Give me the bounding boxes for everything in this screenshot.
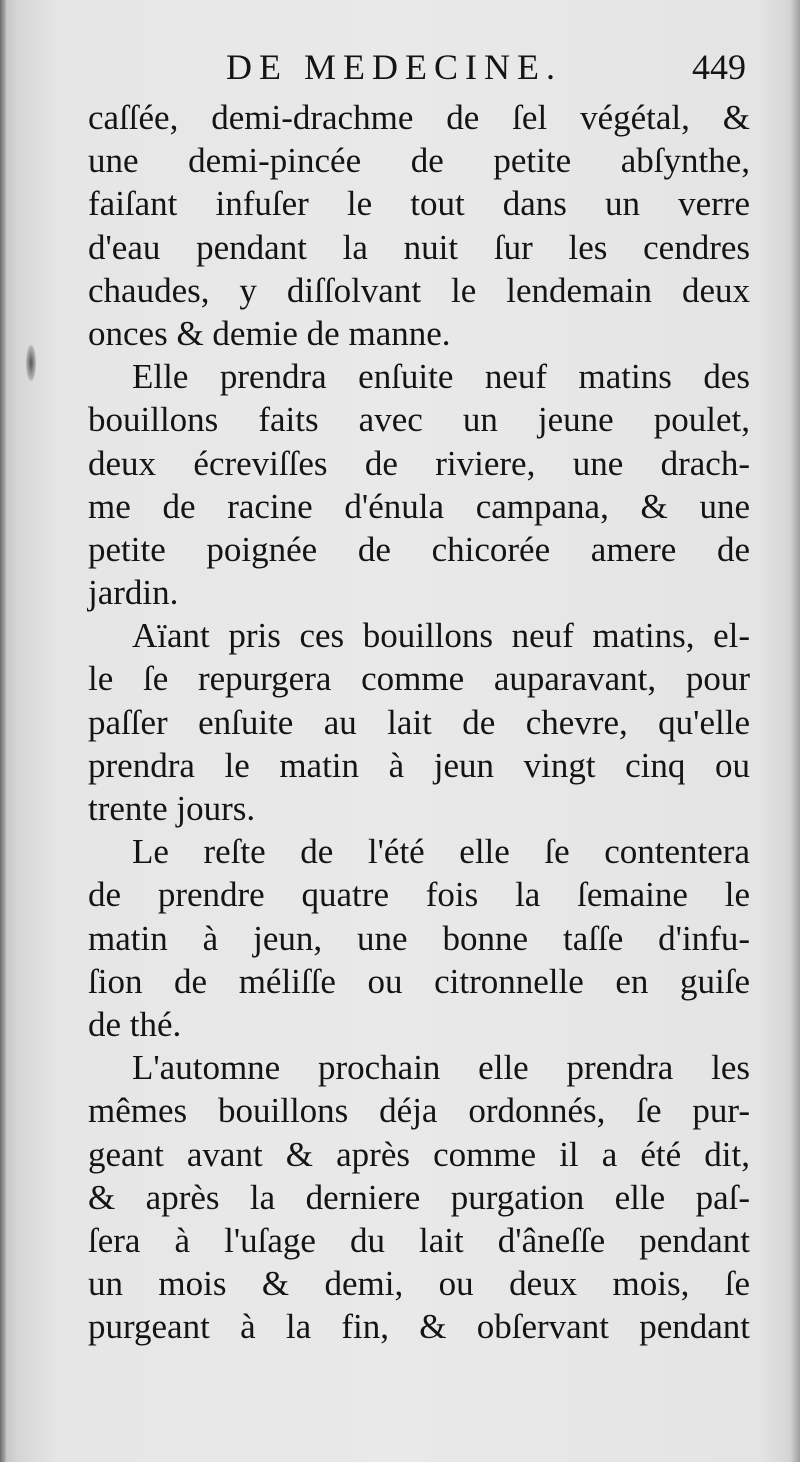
text-line: le ſe repurgera comme auparavant, pour (88, 659, 750, 699)
text-line: Le reſte de l'été elle ſe contentera (132, 832, 750, 872)
text-line: onces & demie de manne. (88, 313, 451, 353)
text-line: geant avant & après comme il a été dit, (88, 1134, 750, 1174)
page-number: 449 (692, 47, 746, 87)
text-line: purgeant à la fin, & obſervant pendant (88, 1307, 750, 1347)
ink-smudge (26, 345, 36, 381)
text-line: ſera à l'uſage du lait d'âneſſe pendant (88, 1220, 750, 1260)
text-line: de prendre quatre fois la ſemaine le (88, 875, 750, 915)
text-line: Elle prendra enſuite neuf matins des (132, 357, 750, 397)
text-line: une demi-pincée de petite abſynthe, (88, 141, 750, 181)
text-line: me de racine d'énula campana, & une (88, 486, 750, 526)
text-line: L'automne prochain elle prendra les (132, 1048, 750, 1088)
text-line: jardin. (88, 573, 179, 613)
text-line: trente jours. (88, 789, 256, 828)
text-line: petite poignée de chicorée amere de (88, 529, 750, 569)
text-line: & après la derniere purgation elle paſ- (88, 1177, 750, 1217)
text-line: deux écreviſſes de riviere, une drach- (88, 443, 750, 483)
page-header (96, 46, 746, 92)
page-left-edge (0, 0, 6, 1462)
text-line: mêmes bouillons déja ordonnés, ſe pur- (88, 1091, 750, 1131)
text-line: prendra le matin à jeun vingt cinq ou (88, 745, 750, 785)
text-line: d'eau pendant la nuit ſur les cendres (88, 227, 750, 267)
text-line: de thé. (88, 1004, 182, 1044)
text-line: Aïant pris ces bouillons neuf matins, el- (132, 616, 750, 656)
text-line: faiſant infuſer le tout dans un verre (88, 184, 750, 224)
text-line: un mois & demi, ou deux mois, ſe (88, 1264, 750, 1304)
text-line: paſſer enſuite au lait de chevre, qu'elle (88, 702, 750, 742)
running-head: DE MEDECINE. (226, 47, 562, 87)
text-line: ſion de méliſſe ou citronnelle en guiſe (88, 961, 750, 1001)
text-line: bouillons faits avec un jeune poulet, (88, 400, 750, 440)
text-line: matin à jeun, une bonne taſſe d'infu- (88, 918, 750, 958)
text-line: caſſée, demi-drachme de ſel végétal, & (88, 98, 750, 137)
body-text (88, 96, 750, 1348)
text-line: chaudes, y diſſolvant le lendemain deux (88, 270, 750, 310)
page-right-edge (790, 0, 800, 1462)
